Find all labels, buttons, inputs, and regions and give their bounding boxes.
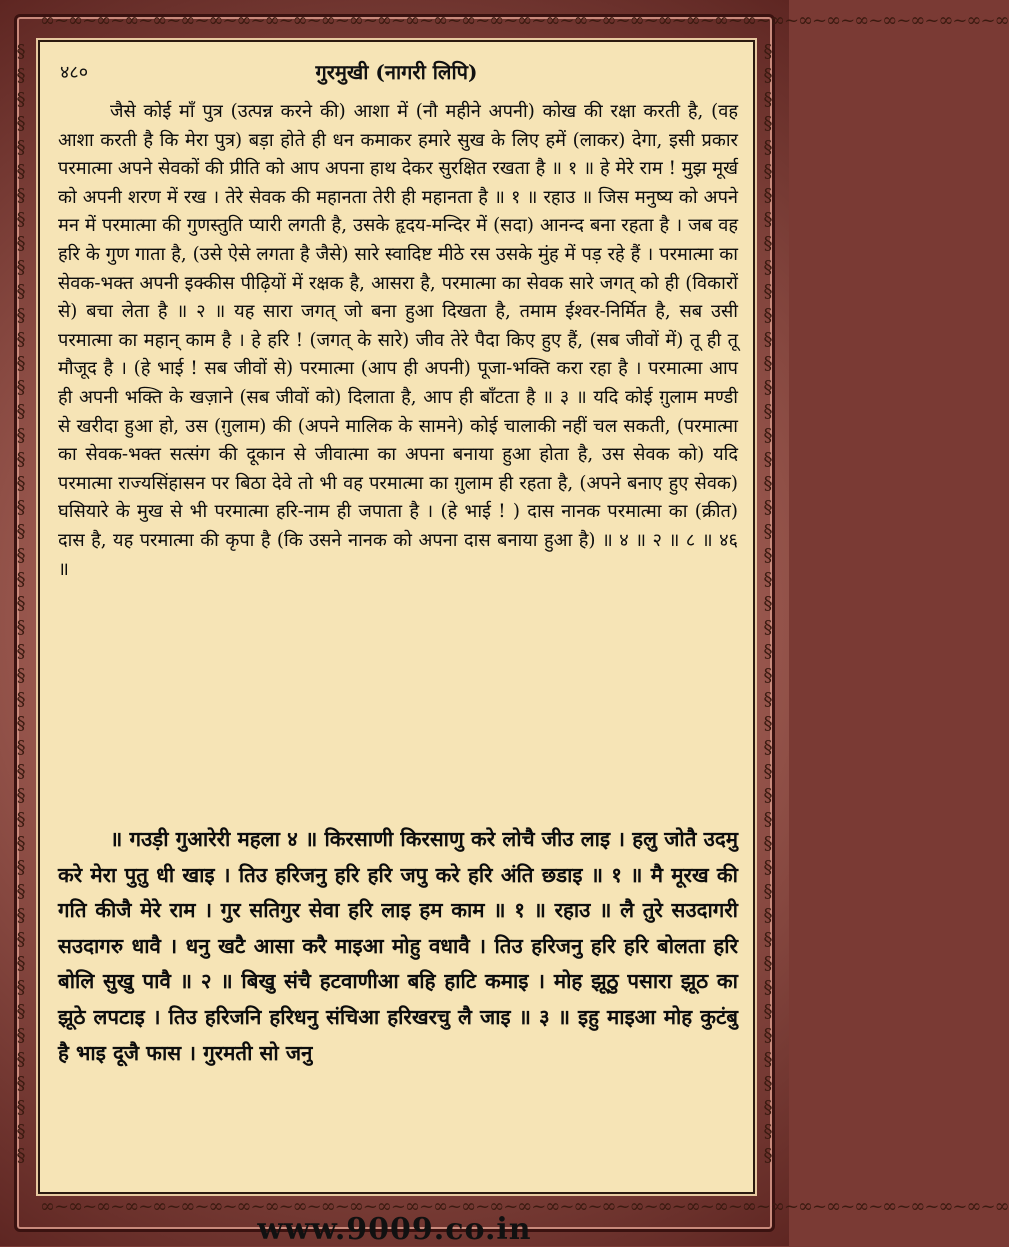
page-title: गुरमुखी (नागरी लिपि) (315, 60, 478, 84)
commentary-paragraph: जैसे कोई माँ पुत्र (उत्पन्न करने की) आशा में (नौ महीने अपनी) कोख की रक्षा करती है, (वह आशा करती है कि मेरा पुत्र) बड़ा होते ही धन कमाकर हमारे सुख के लिए हमें (लाकर) देगा, इसी प्रकार परमात्मा अपने सेवकों की प्रीति को आप अपना हाथ देकर सुरक्षित रखता है ॥ १ ॥ हे मेरे राम ! मुझ मूर्ख को अपनी शरण में रख । तेरे सेवक की महानता तेरी ही महानता है ॥ १ ॥ रहाउ ॥ जिस मनुष्य को अपने मन में परमात्मा की गुणस्तुति प्यारी लगती है, उसके हृदय-मन्दिर में (सदा) आनन्द बना रहता है । जब वह हरि के गुण गाता है, (उसे ऐसे लगता है जैसे) सारे स्वादिष्ट मीठे रस उसके मुंह में पड़ रहे हैं । परमात्मा का सेवक-भक्त अपनी इक्कीस पीढ़ियों में रक्षक है, आसरा है, परमात्मा का सेवक सारे जगत् को ही (विकारों से) बचा लेता है ॥ २ ॥ यह सारा जगत् जो बना हुआ दिखता है, तमाम ईश्वर-निर्मित है, सब उसी परमात्मा का महान् काम है । हे हरि ! (जगत् के सारे) जीव तेरे पैदा किए हुए हैं, (सब जीवों में) तू ही तू मौजूद है । (हे भाई ! सब जीवों से) परमात्मा (आप ही अपनी) पूजा-भक्ति करा रहा है । परमात्मा आप ही अपनी भक्ति के खज़ाने (सब जीवों को) दिलाता है, आप ही बाँटता है ॥ ३ ॥ यदि कोई ग़ुलाम मण्डी से खरीदा हुआ हो, उस (ग़ुलाम) की (अपने मालिक के सामने) कोई चालाकी नहीं चल सकती, (परमात्मा का सेवक-भक्त सत्संग की दूकान से जीवात्मा का अपना बनाया हुआ होता है, उस सेवक को) यदि परमात्मा राज्यसिंहासन पर बिठा देवे तो भी वह परमात्मा का ग़ुलाम ही रहता है, (अपने बनाए हुए सेवक) घसियारे के मुख से भी परमात्मा हरि-नाम ही जपाता है । (हे भाई ! ) दास नानक परमात्मा का (क्रीत) दास है, यह परमात्मा की कृपा है (कि उसने नानक को अपना दास बनाया हुआ है) ॥ ४ ॥ २ ॥ ८ ॥ ४६ ॥ (58, 101, 739, 580)
scroll-ornament-bottom: ∞~∞~∞~∞~∞~∞~∞~∞~∞~∞~∞~∞~∞~∞~∞~∞~∞~∞~∞~∞~∞~∞~∞~∞~∞~∞~∞~∞~∞~∞~∞~∞~∞~∞~∞ (40, 1196, 1009, 1217)
shabad-text (58, 822, 738, 1071)
page-number: ४८० (60, 62, 89, 83)
scroll-ornament-left: § § § § § § § § § § § § § § § § § § § § § § § § § § § § § § § § § § § § § § § § § § § § § § § (16, 41, 26, 1166)
website-link[interactable]: www.9009.co.in (257, 1212, 532, 1247)
commentary-text (58, 98, 738, 584)
scroll-ornament-right: § § § § § § § § § § § § § § § § § § § § § § § § § § § § § § § § § § § § § § § § § § § § § § § (763, 41, 773, 1166)
shabad-paragraph: ॥ गउड़ी गुआरेरी महला ४ ॥ किरसाणी किरसाणु करे लोचै जीउ लाइ । हलु जोतै उदमु करे मेरा पुतु धी खाइ । तिउ हरिजनु हरि हरि जपु करे हरि अंति छडाइ ॥ १ ॥ मै मूरख की गति कीजै मेरे राम । गुर सतिगुर सेवा हरि लाइ हम काम ॥ १ ॥ रहाउ ॥ लै तुरे सउदागरी सउदागरु धावै । धनु खटै आसा करै माइआ मोहु वधावै । तिउ हरिजनु हरि हरि बोलता हरि बोलि सुखु पावै ॥ २ ॥ बिखु संचै हटवाणीआ बहि हाटि कमाइ । मोह झूठु पसारा झूठ का झूठे लपटाइ । तिउ हरिजनि हरिधनु संचिआ हरिखरचु लै जाइ ॥ ३ ॥ इहु माइआ मोह कुटंबु है भाइ दूजै फास । गुरमती सो जनु (58, 827, 738, 1065)
scroll-ornament-top: ∞~∞~∞~∞~∞~∞~∞~∞~∞~∞~∞~∞~∞~∞~∞~∞~∞~∞~∞~∞~∞~∞~∞~∞~∞~∞~∞~∞~∞~∞~∞~∞~∞~∞~∞ (40, 10, 1009, 31)
page-header (40, 42, 753, 82)
document-page (38, 40, 755, 1194)
